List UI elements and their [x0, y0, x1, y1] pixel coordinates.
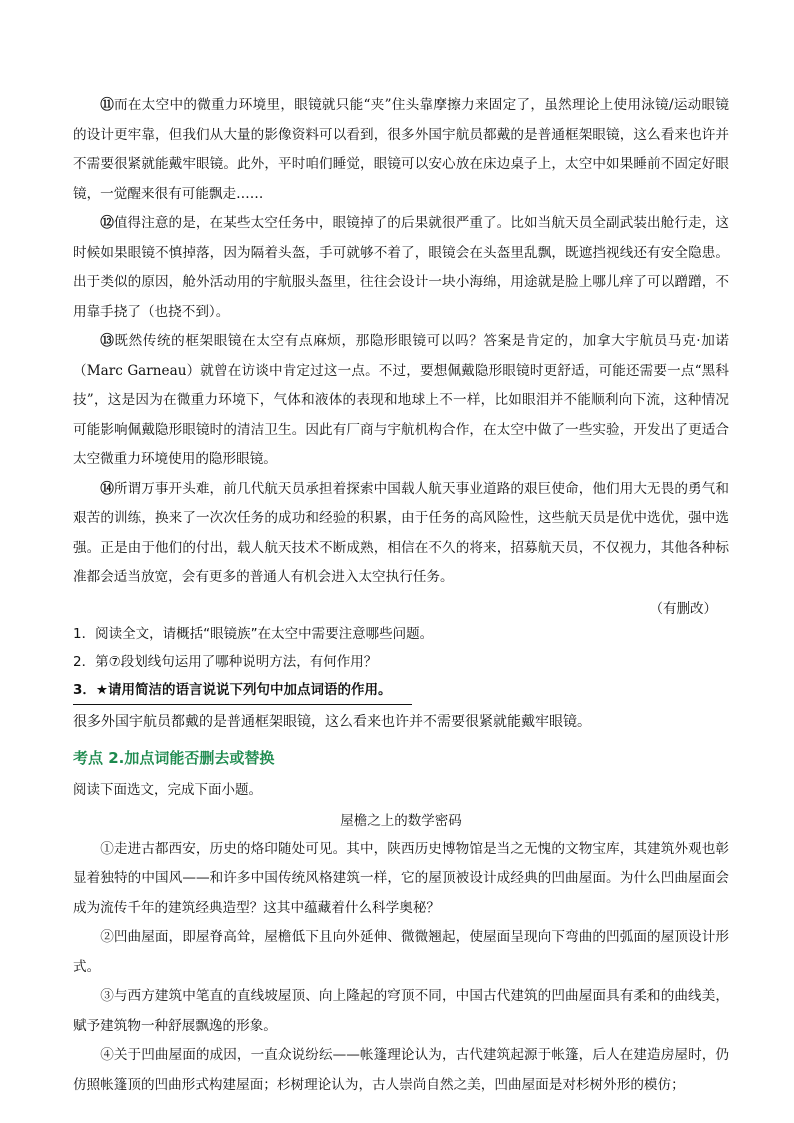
paragraph-number: ⑬ [100, 333, 115, 349]
paragraph-number: ① [100, 840, 114, 857]
paragraph-2 [73, 923, 729, 982]
paragraph-text: 既然传统的框架眼镜在太空有点麻烦，那隐形眼镜可以吗？答案是肯定的，加拿大宇航员马克·加诺（Marc Garneau）就曾在访谈中肯定过这一点。不过，要想佩戴隐形眼镜时更舒适，可能还需要一点“黑科技”，这是因为在微重力环境下，气体和液体的表现和地球上不一样，比如眼泪并不能顺利向下流，这种情况可能影响佩戴隐形眼镜时的清洁卫生。因此有厂商与宇航机构合作，在太空中做了一些实验，开发出了更适合太空微重力环境使用的隐形眼镜。 [73, 333, 729, 467]
paragraph-12 [73, 209, 729, 327]
paragraph-number: ③ [100, 988, 114, 1004]
instruction: 阅读下面选文，完成下面小题。 [73, 781, 262, 798]
question-1: 1．阅读全文，请概括“眼镜族”在太空中需要注意哪些问题。 [73, 625, 434, 642]
paragraph-4 [73, 1041, 729, 1100]
passage-1 [73, 91, 729, 621]
paragraph-13 [73, 327, 729, 475]
section-heading: 考点 2.加点词能否删去或替换 [73, 748, 275, 767]
paragraph-text: 与西方建筑中笔直的直线坡屋顶、向上隆起的穹顶不同，中国古代建筑的凹曲屋面具有柔和的曲线美，赋予建筑物一种舒展飘逸的形象。 [73, 988, 729, 1034]
paragraph-text: 而在太空中的微重力环境里，眼镜就只能“夹”住头靠摩擦力来固定了，虽然理论上使用泳镜/运动眼镜的设计更牢靠，但我们从大量的影像资料可以看到，很多外国宇航员都戴的是普通框架眼镜，这么看来也许并不需要很紧就能戴牢眼镜。此外，平时咱们睡觉，眼镜可以安心放在床边桌子上，太空中如果睡前不固定好眼镜，一觉醒来很有可能飘走…… [73, 97, 729, 202]
paragraph-number: ② [100, 929, 114, 945]
paragraph-text: 关于凹曲屋面的成因，一直众说纷纭——帐篷理论认为，古代建筑起源于帐篷，后人在建造房屋时，仍仿照帐篷顶的凹曲形式构建屋面；杉树理论认为，古人崇尚自然之美，凹曲屋面是对杉树外形的模仿； [73, 1047, 730, 1093]
question-2: 2．第⑦段划线句运用了哪种说明方法，有何作用？ [73, 653, 378, 670]
example-sentence: 很多外国宇航员都戴的是普通框架眼镜，这么看来也许并不需要很紧就能戴牢眼镜。 [73, 713, 591, 730]
paragraph-14 [73, 475, 729, 593]
paragraph-text: 走进古都西安，历史的烙印随处可见。其中，陕西历史博物馆是当之无愧的文物宝库，其建筑外观也彰显着独特的中国风——和许多中国传统风格建筑一样，它的屋顶被设计成经典的凹曲屋面。为什么凹曲屋面会成为流传千年的建筑经典造型？这其中蕴藏着什么科学奥秘？ [73, 840, 729, 916]
paragraph-text: 值得注意的是，在某些太空任务中，眼镜掉了的后果就很严重了。比如当航天员全副武装出舱行走，这时候如果眼镜不慎掉落，因为隔着头盔，手可就够不着了，眼镜会在头盔里乱飘，既遮挡视线还有安全隐患。出于类似的原因，舱外活动用的宇航服头盔里，往往会设计一块小海绵，用途就是脸上哪儿痒了可以蹭蹭，不用靠手挠了（也挠不到）。 [73, 215, 729, 320]
question-3: 3．★请用简洁的语言说说下列句中加点词语的作用。 [73, 677, 412, 705]
paragraph-3 [73, 982, 729, 1041]
paragraph-number: ④ [100, 1047, 114, 1063]
passage-2 [73, 835, 729, 1101]
paragraph-number: ⑭ [100, 480, 114, 497]
paragraph-1 [73, 835, 729, 924]
paragraph-text: 所谓万事开头难，前几代航天员承担着探索中国载人航天事业道路的艰巨使命，他们用大无畏的勇气和艰苦的训练，换来了一次次任务的成功和经验的积累，由于任务的高风险性，这些航天员是优中选优，强中选强。正是由于他们的付出，载人航天技术不断成熟，相信在不久的将来，招募航天员，不仅视力，其他各种标准都会适当放宽，会有更多的普通人有机会进入太空执行任务。 [73, 480, 729, 585]
paragraph-number: ⑫ [100, 215, 114, 231]
paragraph-number: ⑪ [100, 97, 115, 113]
passage-title: 屋檐之上的数学密码 [340, 812, 462, 829]
paragraph-11 [73, 91, 729, 209]
source-note: （有删改） [649, 600, 717, 617]
questions [73, 621, 729, 735]
paragraph-text: 凹曲屋面，即屋脊高耸，屋檐低下且向外延伸、微微翘起，使屋面呈现向下弯曲的凹弧面的屋顶设计形式。 [73, 929, 729, 975]
page-content [73, 91, 729, 1100]
